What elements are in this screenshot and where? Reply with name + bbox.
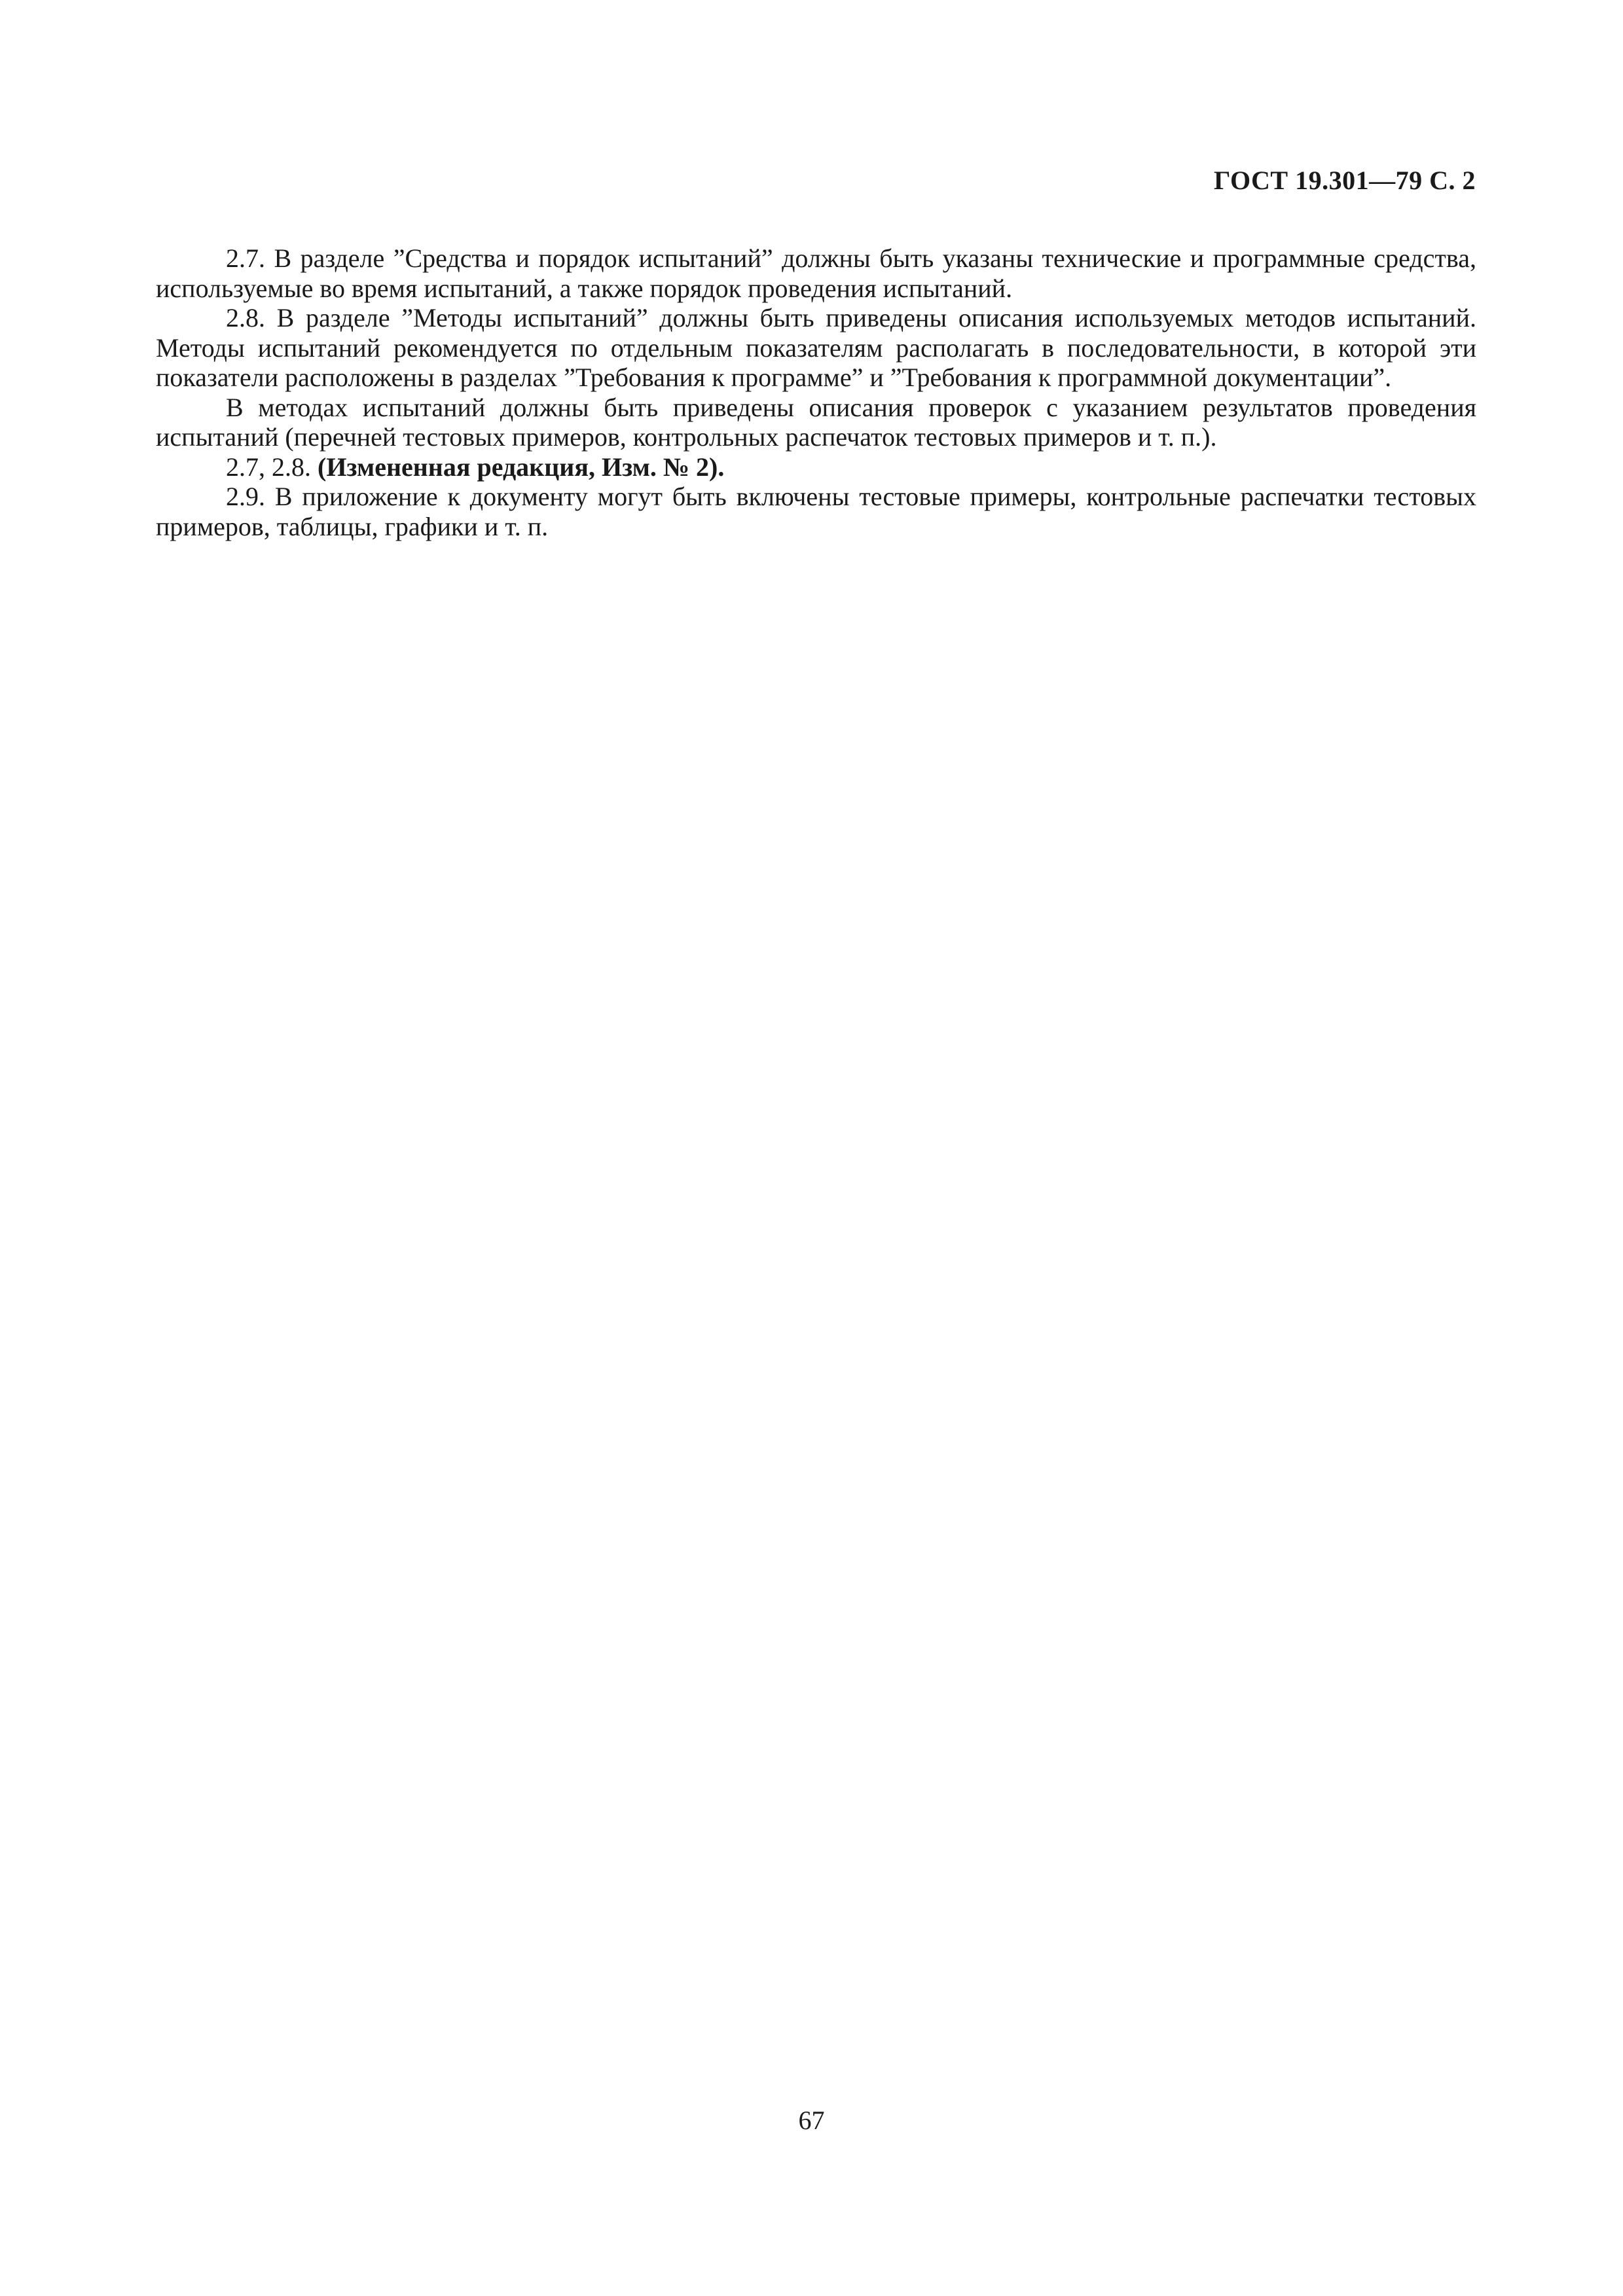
page-number: 67: [798, 2106, 825, 2135]
paragraph-2-9: 2.9. В приложение к документу могут быть включены тестовые примеры, контрольные распечатки тестовых примеров, таблицы, графики и т. п.: [156, 482, 1476, 541]
paragraph-2-7: 2.7. В разделе ”Средства и порядок испытаний” должны быть указаны технические и программные средства, используемые во время испытаний, а также порядок проведения испытаний.: [156, 243, 1476, 303]
paragraph-test-methods: В методах испытаний должны быть приведены описания проверок с указанием результатов проведения испытаний (перечней тестовых примеров, контрольных распечаток тестовых примеров и т. п.).: [156, 392, 1476, 452]
amendment-note: [156, 452, 1476, 482]
amendment-ref: 2.7, 2.8.: [226, 452, 318, 482]
amendment-label: (Измененная редакция, Изм. № 2).: [318, 452, 725, 482]
page-header: ГОСТ 19.301—79 С. 2: [1213, 166, 1476, 195]
document-body: [156, 243, 1476, 541]
paragraph-2-8: 2.8. В разделе ”Методы испытаний” должны быть приведены описания используемых методов испытаний. Методы испытаний рекомендуется по отдельным показателям располагать в последовательности, в которой эти показатели расположены в разделах ”Требования к программе” и ”Требования к программной документации”.: [156, 303, 1476, 392]
